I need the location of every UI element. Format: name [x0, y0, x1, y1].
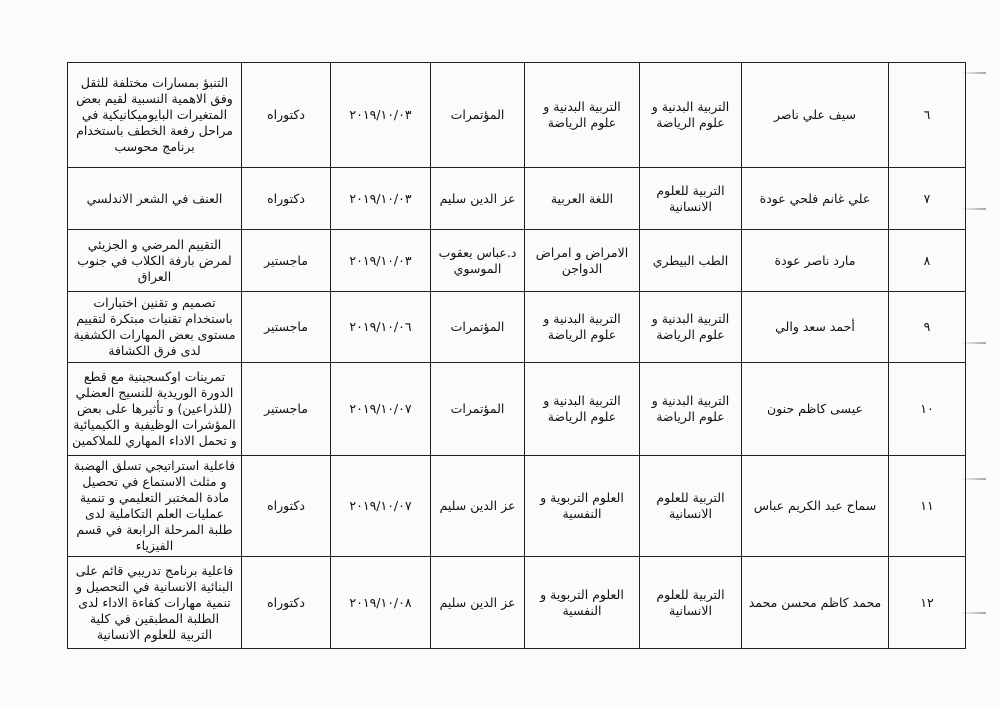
supervisor-cell: المؤتمرات: [431, 363, 525, 456]
department-cell: اللغة العربية: [525, 168, 640, 230]
table-row: [68, 456, 966, 557]
researcher-name-cell: سيف علي ناصر: [742, 63, 889, 168]
degree-cell: ماجستير: [242, 230, 331, 292]
defense-date-cell: ٢٠١٩/١٠/٠٦: [331, 292, 431, 363]
defense-date-cell: ٢٠١٩/١٠/٠٧: [331, 456, 431, 557]
supervisor-cell: المؤتمرات: [431, 63, 525, 168]
row-number-cell: ١١: [889, 456, 966, 557]
table-row: [68, 557, 966, 649]
degree-cell: دكتوراه: [242, 63, 331, 168]
college-cell: التربية البدنية و علوم الرياضة: [640, 292, 742, 363]
researcher-name-cell: سماح عبد الكريم عباس: [742, 456, 889, 557]
scan-mark: [960, 208, 986, 210]
defense-date-cell: ٢٠١٩/١٠/٠٨: [331, 557, 431, 649]
thesis-title-cell: فاعلية استراتيجي تسلق الهضبة و مثلث الاستماع في تحصيل مادة المختبر التعليمي و تنمية عمليات العلم التكاملية لدى طلبة المرحلة الرابعة في قسم الفيزياء: [68, 456, 242, 557]
thesis-title-cell: التنبؤ بمسارات مختلفة للثقل وفق الاهمية النسبية لقيم بعض المتغيرات البايوميكانيكية في مراحل رفعة الخطف باستخدام برنامج محوسب: [68, 63, 242, 168]
table-row: [68, 363, 966, 456]
department-cell: العلوم التربوية و النفسية: [525, 456, 640, 557]
thesis-title-cell: فاعلية برنامج تدريبي قائم على البنائية الانسانية في التحصيل و تنمية مهارات كفاءة الاداء لدى الطلبة المطبقين في كلية التربية للعلوم الانسانية: [68, 557, 242, 649]
college-cell: التربية البدنية و علوم الرياضة: [640, 363, 742, 456]
supervisor-cell: المؤتمرات: [431, 292, 525, 363]
scan-mark: [960, 612, 986, 614]
defense-date-cell: ٢٠١٩/١٠/٠٣: [331, 63, 431, 168]
row-number-cell: ٧: [889, 168, 966, 230]
researcher-name-cell: عيسى كاظم حنون: [742, 363, 889, 456]
degree-cell: دكتوراه: [242, 557, 331, 649]
supervisor-cell: عز الدين سليم: [431, 557, 525, 649]
department-cell: العلوم التربوية و النفسية: [525, 557, 640, 649]
theses-table: [67, 62, 966, 649]
row-number-cell: ١٢: [889, 557, 966, 649]
scan-mark: [960, 72, 986, 74]
department-cell: التربية البدنية و علوم الرياضة: [525, 63, 640, 168]
college-cell: التربية للعلوم الانسانية: [640, 168, 742, 230]
department-cell: التربية البدنية و علوم الرياضة: [525, 292, 640, 363]
college-cell: التربية للعلوم الانسانية: [640, 557, 742, 649]
row-number-cell: ٩: [889, 292, 966, 363]
defense-date-cell: ٢٠١٩/١٠/٠٧: [331, 363, 431, 456]
table-row: [68, 63, 966, 168]
college-cell: الطب البيطري: [640, 230, 742, 292]
supervisor-cell: عز الدين سليم: [431, 168, 525, 230]
supervisor-cell: عز الدين سليم: [431, 456, 525, 557]
thesis-title-cell: التقييم المرضي و الجزيئي لمرض بارفة الكلاب في جنوب العراق: [68, 230, 242, 292]
defense-date-cell: ٢٠١٩/١٠/٠٣: [331, 230, 431, 292]
researcher-name-cell: علي غانم فلحي عودة: [742, 168, 889, 230]
department-cell: التربية البدنية و علوم الرياضة: [525, 363, 640, 456]
thesis-title-cell: العنف في الشعر الاندلسي: [68, 168, 242, 230]
researcher-name-cell: مارد ناصر عودة: [742, 230, 889, 292]
scan-mark: [960, 342, 986, 344]
row-number-cell: ١٠: [889, 363, 966, 456]
row-number-cell: ٦: [889, 63, 966, 168]
degree-cell: دكتوراه: [242, 456, 331, 557]
scan-mark: [960, 478, 986, 480]
researcher-name-cell: محمد كاظم محسن محمد: [742, 557, 889, 649]
department-cell: الامراض و امراض الدواجن: [525, 230, 640, 292]
degree-cell: دكتوراه: [242, 168, 331, 230]
degree-cell: ماجستير: [242, 363, 331, 456]
researcher-name-cell: أحمد سعد والي: [742, 292, 889, 363]
supervisor-cell: د.عباس يعقوب الموسوي: [431, 230, 525, 292]
row-number-cell: ٨: [889, 230, 966, 292]
table-row: [68, 168, 966, 230]
college-cell: التربية البدنية و علوم الرياضة: [640, 63, 742, 168]
defense-date-cell: ٢٠١٩/١٠/٠٣: [331, 168, 431, 230]
table-row: [68, 230, 966, 292]
table-body: [68, 63, 966, 649]
college-cell: التربية للعلوم الانسانية: [640, 456, 742, 557]
thesis-title-cell: تصميم و تقنين اختبارات باستخدام تقنيات مبتكرة لتقييم مستوى بعض المهارات الكشفية لدى فرق الكشافة: [68, 292, 242, 363]
table-row: [68, 292, 966, 363]
degree-cell: ماجستير: [242, 292, 331, 363]
thesis-title-cell: تمرينات اوكسجينية مع قطع الدورة الوريدية للنسيج العضلي (للذراعين) و تأثيرها على بعض المؤشرات الوظيفية و الكيميائية و تحمل الاداء المهاري للملاكمين: [68, 363, 242, 456]
